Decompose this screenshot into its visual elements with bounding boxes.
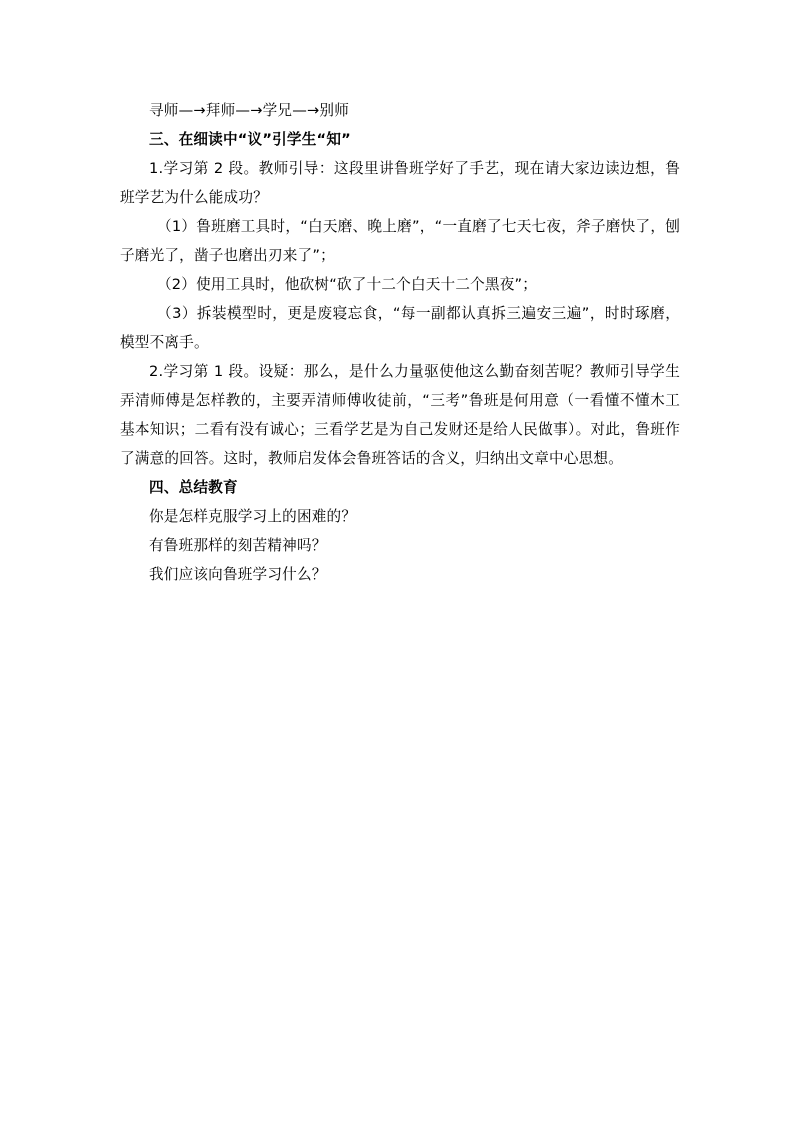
section4-question2: 有鲁班那样的刻苦精神吗？ <box>149 537 327 554</box>
section4-question3: 我们应该向鲁班学习什么？ <box>149 566 327 583</box>
section3-item1-point2: （2）使用工具时，他砍树“砍了十二个白天十二个黑夜”； <box>157 276 538 293</box>
section3-item1-point1: （1）鲁班磨工具时，“白天磨、晚上磨”，“一直磨了七天七夜，斧子磨快了，刨子磨光了，凿子也磨出刃来了”； <box>120 218 680 264</box>
section4-question1: 你是怎样克服学习上的困难的？ <box>149 508 357 525</box>
document-body <box>120 96 680 589</box>
flow-line: 寻师—→拜师—→学兄—→别师 <box>149 102 350 119</box>
section4-heading: 四、总结教育 <box>149 479 238 496</box>
section3-heading: 三、在细读中“议”引学生“知” <box>149 131 351 148</box>
section3-item1-point3: （3）拆装模型时，更是废寝忘食，“每一副都认真拆三遍安三遍”，时时琢磨，模型不离手。 <box>120 305 680 351</box>
section3-item1: 1.学习第 2 段。教师引导：这段里讲鲁班学好了手艺，现在请大家边读边想，鲁班学艺为什么能成功？ <box>120 160 680 206</box>
section3-item2: 2.学习第 1 段。设疑：那么，是什么力量驱使他这么勤奋刻苦呢？教师引导学生弄清师傅是怎样教的，主要弄清师傅收徒前，“三考”鲁班是何用意（一看懂不懂木工基本知识；二看有没有诚心；三看学艺是为自己发财还是给人民做事）。对此，鲁班作了满意的回答。这时，教师启发体会鲁班答话的含义，归纳出文章中心思想。 <box>120 363 680 467</box>
